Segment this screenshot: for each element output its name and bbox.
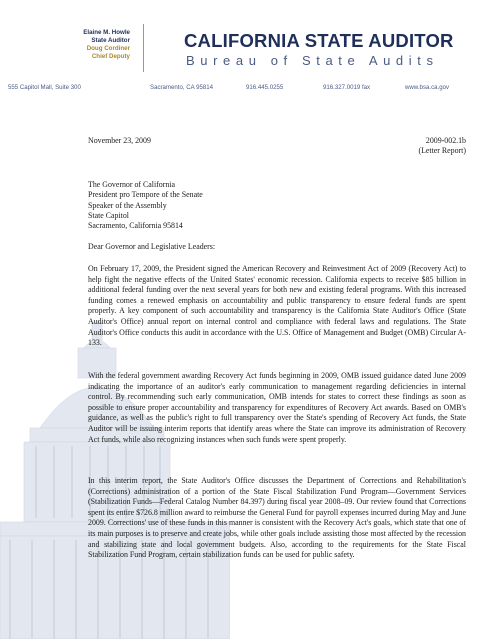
phone-number: 916.445.0255: [246, 84, 284, 91]
deputy-title: Chief Deputy: [91, 53, 130, 60]
letterhead-officers: [0, 29, 130, 61]
letterhead-divider: [143, 24, 144, 72]
report-reference: [418, 136, 466, 157]
recipient-line: Speaker of the Assembly: [88, 200, 167, 210]
body-paragraph-3: In this interim report, the State Auditor's Office discusses the Department of Corrections and Rehabilitation's (Corrections) administration of a portion of the State Fiscal Stabilization Fund Program—Government Services (Stabilization Funds—Federal Catalog Number 84.397) during fiscal year 2008–09. Our review found that Corrections spent its entire $726.8 million award to reimburse the General Fund for payroll expenses incurred during May and June 2009. Corrections' use of these funds in this manner is consistent with the Recovery Act's goals, which state that one of its main purposes is to preserve and create jobs, while other goals include assisting those most affected by the recession and stabilizing state and local government budgets. Also, according to the requirements for the State Fiscal Stabilization Fund Program, certain stabilization funds can be used for public safety.: [88, 476, 466, 560]
report-number: 2009-002.1b: [425, 136, 466, 145]
deputy-name: Doug Cordiner: [86, 45, 130, 52]
auditor-name: Elaine M. Howle: [83, 29, 130, 36]
address-street: 555 Capitol Mall, Suite 300: [8, 84, 81, 91]
address-city: Sacramento, CA 95814: [150, 84, 214, 91]
body-paragraph-1: On February 17, 2009, the President signed the American Recovery and Reinvestment Act of 2009 (Recovery Act) to help fight the negative effects of the United States' economic recession. California expects to receive $85 billion in additional federal funding over the next several years for both new and existing federal programs. With this increased funding comes a renewed emphasis on accountability and public transparency to ensure federal funds are spent properly. A key component of such accountability and transparency is the California State Auditor's Office (State Auditor's Office) annual report on internal control and compliance with federal laws and regulations. The State Auditor's Office conducts this audit in accordance with the U.S. Office of Management and Budget (OMB) Circular A-133.: [88, 264, 466, 348]
org-subtitle: Bureau of State Audits: [186, 53, 439, 68]
report-type: (Letter Report): [418, 146, 466, 156]
website-link[interactable]: www.bsa.ca.gov: [405, 84, 450, 91]
auditor-title: State Auditor: [91, 37, 130, 44]
salutation: Dear Governor and Legislative Leaders:: [88, 242, 216, 251]
body-paragraph-2: With the federal government awarding Recovery Act funds beginning in 2009, OMB issued guidance dated June 2009 indicating the importance of an auditor's early communication to management regarding deficiencies in internal control. By recommending such early communication, OMB intends for states to correct these findings as soon as possible to ensure proper accountability and transparency for expenditures of Recovery Act awards. Based on OMB's guidance, as well as the public's right to full transparency over the State's spending of Recovery Act funds, the State Auditor will be issuing interim reports that identify areas where the State can improve its administration of Recovery Act funds, while also recognizing instances when such funds were spent properly.: [88, 371, 466, 444]
fax-number: 916.327.0019 fax: [323, 84, 371, 91]
recipient-line: The Governor of California: [88, 180, 175, 189]
letter-date: November 23, 2009: [88, 136, 151, 145]
org-title: CALIFORNIA STATE AUDITOR: [184, 30, 454, 51]
recipient-line: State Capitol: [88, 210, 129, 220]
recipient-line: President pro Tempore of the Senate: [88, 190, 203, 200]
recipient-block: [88, 180, 203, 231]
recipient-line: Sacramento, California 95814: [88, 221, 183, 231]
